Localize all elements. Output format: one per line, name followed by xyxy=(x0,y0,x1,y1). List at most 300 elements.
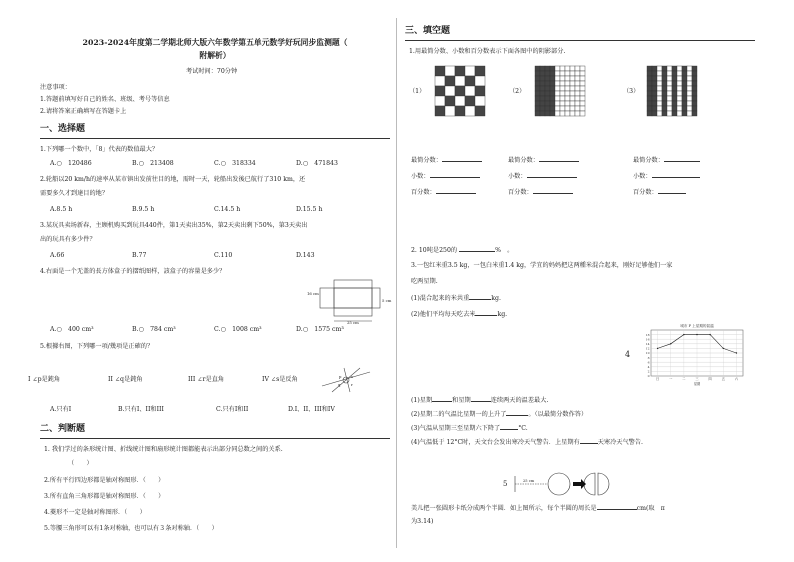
decimal-blank-2[interactable] xyxy=(527,172,577,178)
box-net-label-5cm: 5 cm xyxy=(382,298,392,303)
chart-y-tick-label: 0 xyxy=(647,374,650,379)
grid-cell xyxy=(575,66,580,71)
grid-cell xyxy=(687,91,692,96)
grid-label-2: （2） xyxy=(509,88,526,95)
percent-blank-1[interactable] xyxy=(436,188,476,194)
grid-cell xyxy=(667,81,672,86)
decimal-label: 小数： xyxy=(508,173,527,180)
f3-text-1: 3.一包红米重3.5 kg，一包白米重1.4 kg，学宜的妈妈把这两種米混合起来，刚好足够他们一家 xyxy=(411,262,673,269)
f4-c-blank[interactable] xyxy=(500,424,518,430)
grid-cell xyxy=(687,81,692,86)
f5-text-1b: cm(取 π xyxy=(636,505,665,512)
grid-cell xyxy=(560,71,565,76)
grid-cell-shaded xyxy=(550,106,555,111)
q5-option-a[interactable]: A.只有I xyxy=(50,406,72,413)
title-line-2: 附解析） xyxy=(199,51,231,61)
chart-x-tick-label: 三 xyxy=(695,377,699,381)
grid-cell-shaded xyxy=(682,96,687,101)
q5-statement-1: I ∠p是鈍角 xyxy=(28,376,61,383)
q3-option-a[interactable]: A.66 xyxy=(50,252,65,259)
f5-text-1a: 美儿把一张圆形卡纸分成两个半圆．如上图所示，每个半圆的周长是 xyxy=(411,505,597,512)
q4-option-c[interactable]: C.○ 1008 cm³ xyxy=(214,326,262,333)
f5-number: 5 xyxy=(503,480,508,488)
grid-cell xyxy=(687,66,692,71)
grid-cell-shaded xyxy=(672,101,677,106)
grid-cell xyxy=(565,91,570,96)
f2-blank[interactable] xyxy=(459,246,495,252)
grid-cell xyxy=(677,106,682,111)
grid-cell-shaded xyxy=(550,81,555,86)
q1-option-b[interactable]: B.○ 213408 xyxy=(132,160,174,167)
chart-y-tick-label: 12 xyxy=(645,346,650,351)
grid-cell xyxy=(657,76,662,81)
f3-a-blank[interactable] xyxy=(469,294,491,300)
q2-text-2: 需要多久才到達目的地？ xyxy=(40,190,109,197)
grid-cell-shaded xyxy=(535,71,540,76)
q3-option-c[interactable]: C.110 xyxy=(214,252,233,259)
grid-cell-shaded xyxy=(545,101,550,106)
grid-cell-shaded xyxy=(540,76,545,81)
grid-cell-shaded xyxy=(692,86,697,91)
q1-option-d[interactable]: D.○ 471843 xyxy=(296,160,338,167)
f4-b-blank[interactable] xyxy=(506,410,528,416)
shaded-grid-3 xyxy=(647,66,697,116)
grid-cell xyxy=(687,86,692,91)
fraction-blank-2[interactable] xyxy=(539,156,579,162)
grid-cell-shaded xyxy=(692,81,697,86)
chart-x-tick-label: 二 xyxy=(682,377,686,381)
grid-cell-shaded xyxy=(682,81,687,86)
grid-cell xyxy=(555,81,560,86)
section-underline xyxy=(405,40,755,41)
angle-label-q: q xyxy=(338,382,341,387)
grid-cell xyxy=(580,66,585,71)
grid-cell xyxy=(555,96,560,101)
chart-y-tick-label: 8 xyxy=(647,355,650,360)
chart-x-tick-label: 五 xyxy=(721,377,725,381)
section-choice-heading: 一、选择题 xyxy=(40,124,86,134)
f3-b-unit: kg. xyxy=(497,311,508,318)
grid-cell xyxy=(575,71,580,76)
grid-cell xyxy=(560,101,565,106)
grid-cell-shaded xyxy=(647,81,652,86)
grid-cell-shaded xyxy=(445,96,455,106)
grid-cell-shaded xyxy=(682,106,687,111)
answer-percent-2[interactable] xyxy=(508,188,573,197)
q5-option-c[interactable]: C.只有I和II xyxy=(216,406,249,413)
grid-cell-shaded xyxy=(475,86,485,96)
grid-cell-shaded xyxy=(647,76,652,81)
grid-cell-shaded xyxy=(545,86,550,91)
q4-option-a[interactable]: A.○ 400 cm³ xyxy=(50,326,94,333)
q3-option-d[interactable]: D.143 xyxy=(296,252,315,259)
grid-cell-shaded xyxy=(647,91,652,96)
grid-cell-shaded xyxy=(647,111,652,116)
f4-number: 4 xyxy=(625,350,631,359)
grid-cell xyxy=(667,76,672,81)
chart-x-tick-label: 一 xyxy=(669,377,673,381)
grid-cell xyxy=(560,86,565,91)
grid-cell xyxy=(465,66,475,76)
grid-cell xyxy=(555,106,560,111)
grid-cell-shaded xyxy=(692,101,697,106)
grid-cell xyxy=(677,111,682,116)
chart-title: 城市 P 上星期的氣溫 xyxy=(680,324,714,328)
answer-percent-3[interactable] xyxy=(633,188,686,197)
f2-text xyxy=(411,246,513,255)
grid-cell-shaded xyxy=(662,111,667,116)
angle-label-p: p xyxy=(339,374,342,379)
grid-cell xyxy=(560,96,565,101)
grid-cell xyxy=(560,111,565,116)
notice-title: 注意事项： xyxy=(40,84,71,91)
answer-fraction-2[interactable] xyxy=(508,156,579,165)
f4-b-text-1: (2)星期二的气温比星期一的上升了 xyxy=(411,411,507,418)
grid-cell xyxy=(565,71,570,76)
circle-cut-figure xyxy=(513,470,613,498)
grid-cell-shaded xyxy=(692,66,697,71)
q4-text: 4.右面是一个无盖的長方体盒子的摺纸图样，該盒子的容量是多少？ xyxy=(40,268,226,275)
grid-cell-shaded xyxy=(682,71,687,76)
grid-cell-shaded xyxy=(550,101,555,106)
q1-option-c[interactable]: C.○ 318334 xyxy=(214,160,256,167)
grid-cell xyxy=(475,76,485,86)
grid-cell xyxy=(570,86,575,91)
percent-label: 百分数： xyxy=(411,189,436,196)
grid-cell xyxy=(555,101,560,106)
grid-cell xyxy=(565,86,570,91)
grid-cell-shaded xyxy=(550,111,555,116)
grid-cell-shaded xyxy=(545,81,550,86)
chart-point xyxy=(657,348,658,349)
section-judgement-heading: 二、判断题 xyxy=(40,424,86,434)
q5-statement-2: II ∠q是鈍角 xyxy=(108,376,143,383)
grid-cell xyxy=(575,106,580,111)
fraction-blank-1[interactable] xyxy=(442,156,482,162)
grid-cell xyxy=(687,71,692,76)
grid-cell-shaded xyxy=(662,81,667,86)
q1-option-a[interactable]: A.○ 120486 xyxy=(50,160,92,167)
q2-option-d[interactable]: D.15.5 h xyxy=(296,206,323,213)
section-fill-heading: 三、填空题 xyxy=(405,26,451,36)
fraction-label: 最简分数： xyxy=(508,157,539,164)
f3-b xyxy=(411,310,507,319)
grid-cell-shaded xyxy=(692,111,697,116)
f3-a-unit: kg. xyxy=(491,295,501,302)
grid-cell-shaded xyxy=(475,66,485,76)
grid-cell xyxy=(560,81,565,86)
f4-d-text-2: 天寒冷天气警告. xyxy=(597,439,644,446)
grid-cell-shaded xyxy=(652,96,657,101)
grid-cell xyxy=(560,106,565,111)
grid-cell-shaded xyxy=(475,106,485,116)
grid-cell-shaded xyxy=(652,86,657,91)
decimal-blank-3[interactable] xyxy=(652,172,700,178)
q5-option-b[interactable]: B.只有I、II和III xyxy=(118,406,164,413)
grid-cell xyxy=(580,86,585,91)
section-underline xyxy=(40,138,390,139)
grid-cell xyxy=(570,96,575,101)
grid-cell xyxy=(667,96,672,101)
f1-text: 1.用最简分数、小数和百分数表示下面各图中的阴影部分. xyxy=(409,48,566,55)
angle-figure xyxy=(320,366,372,394)
grid-cell xyxy=(575,91,580,96)
section-underline xyxy=(40,438,390,439)
q1-text: 1.下列哪一个数中，「8」代表的数值最大？ xyxy=(40,146,159,153)
column-divider xyxy=(396,18,397,548)
f4-a-text-1: (1)星期 xyxy=(411,397,433,404)
answer-decimal-1[interactable] xyxy=(411,172,480,181)
grid-cell xyxy=(555,86,560,91)
j4-text: 4.菱形不一定是轴对称图形．（ ） xyxy=(44,509,146,516)
grid-cell xyxy=(455,76,465,86)
grid-label-1: （1） xyxy=(409,88,426,95)
grid-cell-shaded xyxy=(540,66,545,71)
grid-cell xyxy=(570,81,575,86)
grid-cell-shaded xyxy=(535,101,540,106)
q5-statement-3: III ∠r是直角 xyxy=(188,376,225,383)
grid-cell-shaded xyxy=(662,101,667,106)
grid-cell-shaded xyxy=(662,66,667,71)
grid-cell-shaded xyxy=(672,71,677,76)
f4-a-text-3: 连续两天的温差最大. xyxy=(490,397,549,404)
grid-cell xyxy=(580,71,585,76)
grid-cell-shaded xyxy=(662,71,667,76)
f4-d xyxy=(411,438,643,447)
q5-text: 5.根據右图，下列哪一項/幾項是正確的？ xyxy=(40,343,154,350)
f4-b xyxy=(411,410,587,419)
grid-cell-shaded xyxy=(682,86,687,91)
grid-cell-shaded xyxy=(455,106,465,116)
grid-cell xyxy=(677,101,682,106)
grid-cell xyxy=(667,71,672,76)
chart-point xyxy=(709,334,710,335)
grid-cell-shaded xyxy=(550,76,555,81)
grid-cell-shaded xyxy=(535,91,540,96)
grid-cell-shaded xyxy=(682,101,687,106)
grid-cell xyxy=(565,101,570,106)
grid-cell-shaded xyxy=(652,71,657,76)
chart-y-tick-label: 10 xyxy=(645,351,650,356)
grid-cell-shaded xyxy=(672,96,677,101)
grid-cell-shaded xyxy=(535,76,540,81)
q5-statement-4: IV ∠s是反角 xyxy=(262,376,298,383)
grid-cell-shaded xyxy=(692,71,697,76)
f4-b-text-2: 。（以最简分数作答） xyxy=(528,411,588,418)
q3-text-2: 出的玩具有多少件？ xyxy=(40,236,96,243)
grid-cell xyxy=(687,96,692,101)
q2-option-c[interactable]: C.14.5 h xyxy=(214,206,241,213)
f4-a-blank-2[interactable] xyxy=(471,396,491,402)
box-net-figure xyxy=(302,280,392,324)
grid-cell xyxy=(570,76,575,81)
answer-percent-1[interactable] xyxy=(411,188,476,197)
grid-cell-shaded xyxy=(550,91,555,96)
grid-cell-shaded xyxy=(540,111,545,116)
grid-cell-shaded xyxy=(662,106,667,111)
grid-cell xyxy=(570,106,575,111)
angle-label-r: r xyxy=(351,382,353,387)
grid-cell-shaded xyxy=(545,96,550,101)
decimal-label: 小数： xyxy=(633,173,652,180)
grid-cell xyxy=(570,71,575,76)
grid-cell-shaded xyxy=(455,66,465,76)
percent-blank-2[interactable] xyxy=(533,188,573,194)
grid-cell-shaded xyxy=(435,86,445,96)
grid-cell xyxy=(555,71,560,76)
angle-label-s: s xyxy=(351,374,353,379)
grid-cell xyxy=(580,76,585,81)
percent-blank-3[interactable] xyxy=(658,188,686,194)
grid-label-3: （3） xyxy=(623,88,640,95)
grid-cell xyxy=(565,96,570,101)
grid-cell xyxy=(667,111,672,116)
q4-option-d[interactable]: D.○ 1575 cm³ xyxy=(296,326,344,333)
grid-cell xyxy=(465,86,475,96)
j1-text-1: 1. 我们学过的条形统计图、折线统计图和扇形统计图都能表示出部分同总数之间的关系. xyxy=(44,446,283,453)
answer-decimal-3[interactable] xyxy=(633,172,700,181)
grid-cell-shaded xyxy=(465,96,475,106)
q4-option-b[interactable]: B.○ 784 cm³ xyxy=(132,326,176,333)
grid-cell xyxy=(677,81,682,86)
grid-cell-shaded xyxy=(647,96,652,101)
chart-y-tick-label: 4 xyxy=(647,365,650,369)
grid-cell xyxy=(575,81,580,86)
grid-cell-shaded xyxy=(647,71,652,76)
answer-fraction-1[interactable] xyxy=(411,156,482,165)
grid-cell xyxy=(580,96,585,101)
chart-y-tick-label: 14 xyxy=(645,342,650,346)
f4-c xyxy=(411,424,528,433)
grid-cell-shaded xyxy=(662,86,667,91)
grid-cell-shaded xyxy=(550,66,555,71)
chart-x-tick-label: 日 xyxy=(655,377,660,381)
q2-option-b[interactable]: B.9.5 h xyxy=(132,206,155,213)
grid-cell-shaded xyxy=(540,81,545,86)
f3-text-2: 吃两星期. xyxy=(411,278,438,285)
f3-b-blank[interactable] xyxy=(475,310,497,316)
grid-cell xyxy=(435,96,445,106)
grid-cell xyxy=(657,91,662,96)
grid-cell-shaded xyxy=(535,96,540,101)
grid-cell-shaded xyxy=(672,106,677,111)
grid-cell-shaded xyxy=(682,111,687,116)
q3-option-b[interactable]: B.77 xyxy=(132,252,147,259)
chart-y-tick-label: 18 xyxy=(645,332,650,337)
grid-cell-shaded xyxy=(652,81,657,86)
q5-option-d[interactable]: D.I、II、III和IV xyxy=(288,406,335,413)
grid-cell-shaded xyxy=(435,66,445,76)
j1-text-2: （ ） xyxy=(68,460,93,467)
grid-cell-shaded xyxy=(672,111,677,116)
f3-b-text: (2)他们平均每天吃去米 xyxy=(411,311,476,318)
temperature-line-chart xyxy=(637,322,749,390)
grid-cell-shaded xyxy=(550,86,555,91)
grid-cell xyxy=(657,81,662,86)
fraction-blank-3[interactable] xyxy=(664,156,700,162)
answer-decimal-2[interactable] xyxy=(508,172,577,181)
decimal-blank-1[interactable] xyxy=(430,172,480,178)
percent-label: 百分数： xyxy=(508,189,533,196)
grid-cell xyxy=(657,66,662,71)
grid-cell-shaded xyxy=(672,91,677,96)
f2-text-a: 2. 10吨是250的 xyxy=(411,247,458,254)
f2-text-b: % 。 xyxy=(495,247,514,254)
grid-cell xyxy=(580,111,585,116)
grid-cell xyxy=(435,76,445,86)
grid-cell xyxy=(560,76,565,81)
grid-cell xyxy=(677,86,682,91)
f4-a xyxy=(411,396,548,405)
f4-a-blank-1[interactable] xyxy=(432,396,452,402)
f4-c-text-2: °C. xyxy=(518,425,528,432)
grid-cell-shaded xyxy=(672,66,677,71)
chart-y-tick-label: 16 xyxy=(645,337,650,342)
f3-a xyxy=(411,294,501,303)
grid-cell xyxy=(580,101,585,106)
grid-cell xyxy=(657,86,662,91)
chart-point xyxy=(670,343,671,344)
grid-cell-shaded xyxy=(535,111,540,116)
grid-cell xyxy=(687,76,692,81)
grid-cell-shaded xyxy=(545,66,550,71)
grid-cell-shaded xyxy=(435,106,445,116)
grid-cell-shaded xyxy=(652,106,657,111)
grid-cell-shaded xyxy=(682,91,687,96)
grid-cell-shaded xyxy=(662,91,667,96)
grid-cell xyxy=(565,111,570,116)
grid-cell-shaded xyxy=(652,66,657,71)
grid-cell xyxy=(575,111,580,116)
f5-text-2: 为3.14) xyxy=(411,518,434,525)
grid-cell-shaded xyxy=(652,76,657,81)
f4-c-text-1: (3)气温从星期三至星期六下降了 xyxy=(411,425,501,432)
grid-cell xyxy=(570,66,575,71)
shaded-grid-1 xyxy=(435,66,485,116)
fraction-label: 最简分数： xyxy=(411,157,442,164)
arrow-right-icon xyxy=(573,479,586,489)
f3-a-text: (1)混合起来的米共重 xyxy=(411,295,470,302)
grid-cell xyxy=(560,91,565,96)
grid-cell-shaded xyxy=(692,76,697,81)
grid-cell xyxy=(570,101,575,106)
grid-cell xyxy=(677,66,682,71)
grid-cell-shaded xyxy=(540,71,545,76)
f4-a-text-2: 和星期 xyxy=(452,397,471,404)
grid-cell xyxy=(677,96,682,101)
grid-cell-shaded xyxy=(647,66,652,71)
f4-d-blank[interactable] xyxy=(580,438,598,444)
grid-cell xyxy=(575,101,580,106)
grid-cell xyxy=(575,76,580,81)
grid-cell-shaded xyxy=(535,81,540,86)
grid-cell xyxy=(445,66,455,76)
q2-option-a[interactable]: A.8.5 h xyxy=(50,206,73,213)
notice-2: 2.请将答案正确填写在答题卡上 xyxy=(40,108,127,115)
grid-cell-shaded xyxy=(692,106,697,111)
grid-cell-shaded xyxy=(672,86,677,91)
grid-cell-shaded xyxy=(652,91,657,96)
answer-fraction-3[interactable] xyxy=(633,156,700,165)
grid-cell xyxy=(570,91,575,96)
grid-cell-shaded xyxy=(672,76,677,81)
chart-y-tick-label: 2 xyxy=(647,369,650,374)
f5-blank[interactable] xyxy=(597,504,637,510)
grid-cell xyxy=(687,111,692,116)
grid-cell xyxy=(667,86,672,91)
grid-cell-shaded xyxy=(647,101,652,106)
chart-point xyxy=(683,334,684,335)
